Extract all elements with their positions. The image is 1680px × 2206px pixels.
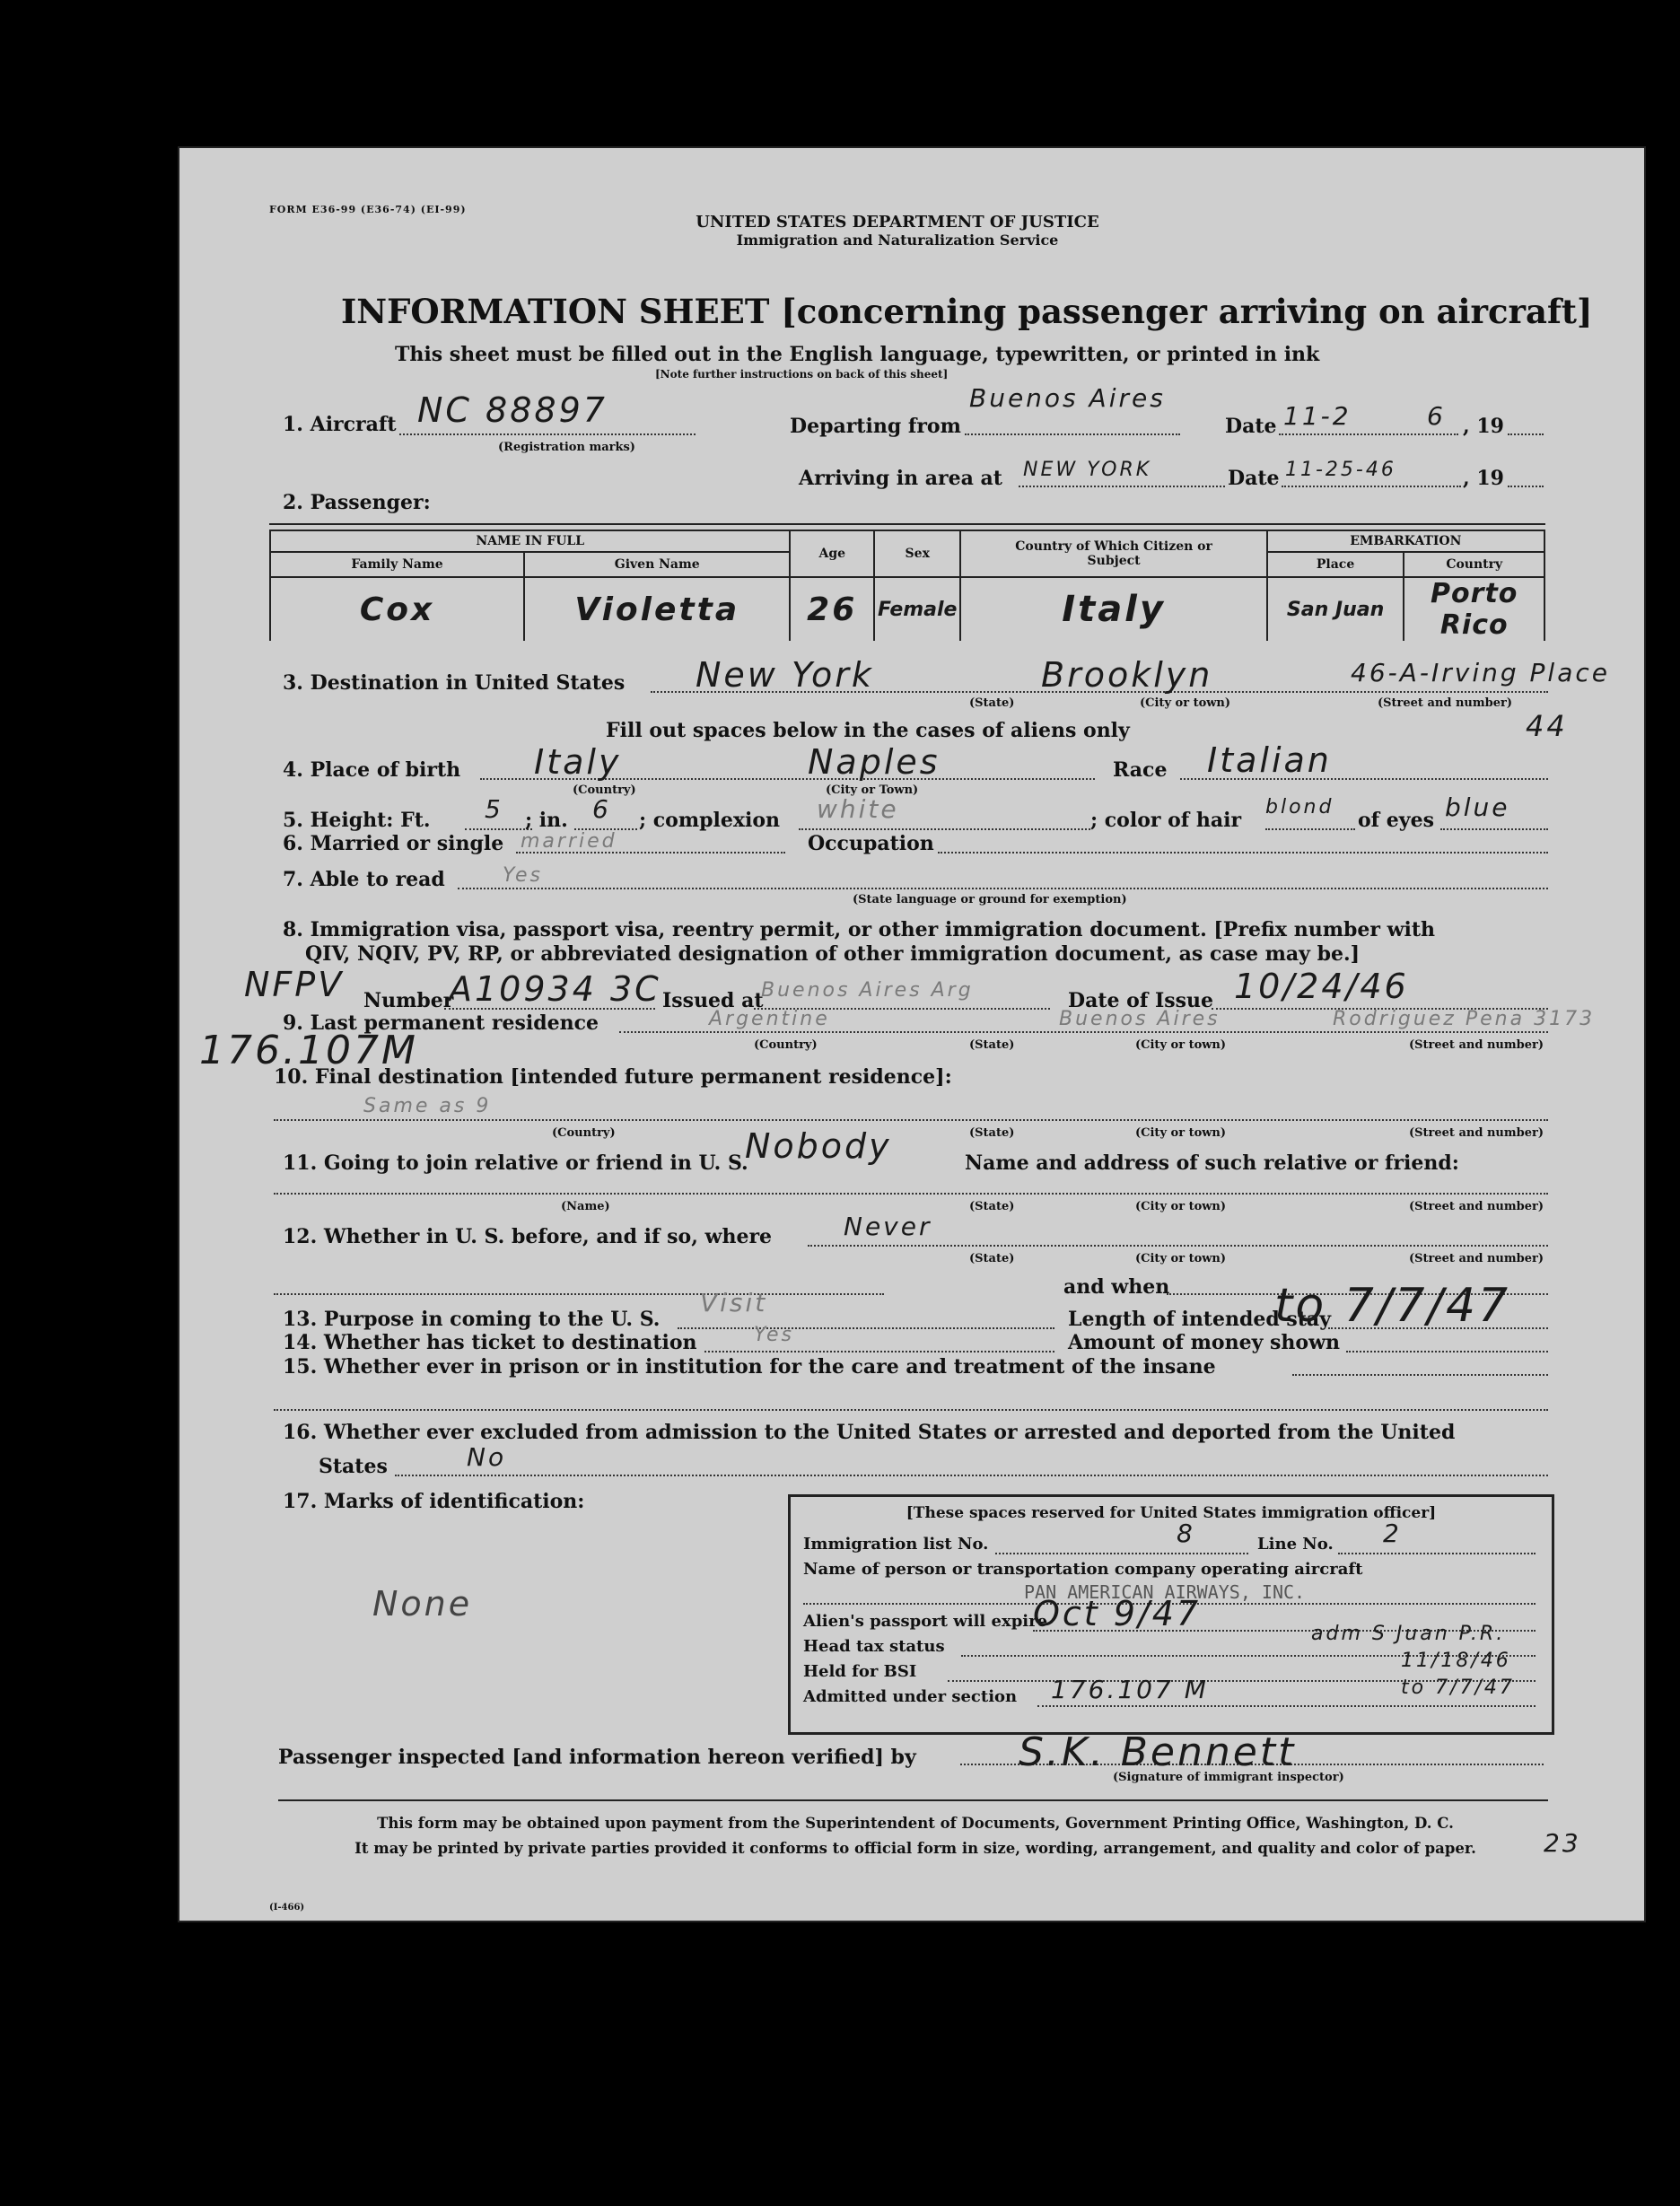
height-in-value: 6 xyxy=(592,794,611,824)
footer-line-2: It may be printed by private parties provided it conforms to official form in size, wording, arrangement, and quality and color of paper. xyxy=(354,1840,1476,1857)
visa-prefix: NFPV xyxy=(244,965,345,1004)
stay-label: Length of intended stay xyxy=(1068,1308,1331,1331)
section-date: to 7/7/47 xyxy=(1401,1676,1515,1699)
residence-caption-street: (Street and number) xyxy=(1409,1038,1544,1052)
headtax-label: Head tax status xyxy=(803,1637,945,1656)
registration-caption: (Registration marks) xyxy=(498,441,635,454)
departing-date-line xyxy=(1279,433,1458,435)
departing-date-value: 11-2 xyxy=(1283,401,1352,431)
prison-label: 15. Whether ever in prison or in institution for the care and treatment of the insane xyxy=(283,1355,1216,1379)
residence-street: Rodriguez Pena 3173 xyxy=(1333,1008,1596,1030)
destination-label: 3. Destination in United States xyxy=(283,671,626,695)
signature-value: S.K. Bennett xyxy=(1019,1729,1297,1775)
passport-value: Oct 9/47 xyxy=(1033,1594,1202,1633)
margin-number: 44 xyxy=(1526,709,1568,743)
purpose-label: 13. Purpose in coming to the U. S. xyxy=(283,1308,661,1331)
number-value: A10934 3C xyxy=(449,969,661,1009)
place-header: Place xyxy=(1267,552,1404,577)
issue-date-value: 10/24/46 xyxy=(1234,967,1409,1006)
join-caption-name: (Name) xyxy=(561,1200,610,1213)
race-value: Italian xyxy=(1207,740,1332,780)
join-value: Nobody xyxy=(745,1126,892,1166)
occupation-label: Occupation xyxy=(808,832,934,855)
given-name-header: Given Name xyxy=(524,552,790,577)
before-value: Never xyxy=(844,1212,932,1241)
residence-line xyxy=(619,1031,1548,1033)
margin-code: 176.107M xyxy=(199,1028,418,1073)
departing-year-label: , 19 xyxy=(1463,415,1504,438)
eyes-value: blue xyxy=(1445,792,1510,822)
read-line xyxy=(458,888,1548,889)
final-caption-state: (State) xyxy=(969,1126,1015,1140)
money-line xyxy=(1346,1351,1548,1352)
officer-box-heading: [These spaces reserved for United States immigration officer] xyxy=(906,1504,1437,1522)
excluded-label-1: 16. Whether ever excluded from admission to the United States or arrested and deported from the United xyxy=(283,1421,1456,1444)
embarkation-country-header: Country xyxy=(1404,552,1544,577)
eyes-line xyxy=(1440,828,1548,830)
form-sheet xyxy=(179,148,1644,1921)
eyes-label: of eyes xyxy=(1358,809,1434,832)
birth-country: Italy xyxy=(534,742,622,782)
caption-country: (Country) xyxy=(573,783,636,797)
passport-label: Alien's passport will expire xyxy=(803,1612,1048,1631)
hair-label: ; color of hair xyxy=(1090,809,1242,832)
residence-city: Buenos Aires xyxy=(1059,1008,1221,1030)
list-label: Immigration list No. xyxy=(803,1535,989,1554)
bsi-value: 11/18/46 xyxy=(1401,1650,1511,1672)
residence-country: Argentine xyxy=(709,1008,830,1030)
arriving-value: NEW YORK xyxy=(1023,459,1152,481)
form-code: (I-466) xyxy=(269,1903,305,1913)
age-header: Age xyxy=(790,530,874,577)
arriving-date-line xyxy=(1282,486,1461,487)
marks-value: None xyxy=(372,1584,473,1624)
residence-caption-city: (City or town) xyxy=(1135,1038,1227,1052)
instructions: This sheet must be filled out in the English language, typewritten, or printed in ink xyxy=(395,343,1320,366)
married-value: married xyxy=(521,830,617,853)
height-label: 5. Height: Ft. xyxy=(283,809,431,832)
visa-label-2: QIV, NQIV, PV, RP, or abbreviated designation of other immigration document, as case may be.] xyxy=(305,942,1361,966)
final-destination-value: Same as 9 xyxy=(363,1095,492,1117)
issue-date-label: Date of Issue xyxy=(1068,989,1214,1012)
department-heading xyxy=(664,213,1131,249)
line-value: 2 xyxy=(1383,1519,1402,1548)
join-caption-state: (State) xyxy=(969,1200,1015,1213)
excluded-line xyxy=(395,1475,1548,1476)
final-caption-city: (City or town) xyxy=(1135,1126,1227,1140)
section-line xyxy=(1037,1705,1536,1707)
line-no-line xyxy=(1338,1553,1536,1554)
read-label: 7. Able to read xyxy=(283,868,445,891)
ticket-line xyxy=(704,1351,1054,1352)
before-label: 12. Whether in U. S. before, and if so, where xyxy=(283,1225,773,1248)
citizen-value: Italy xyxy=(960,577,1266,641)
purpose-value: Visit xyxy=(700,1288,768,1317)
destination-street: 46-A-Irving Place xyxy=(1351,658,1610,687)
and-when-label: and when xyxy=(1063,1275,1170,1299)
destination-city: Brooklyn xyxy=(1041,655,1213,695)
read-caption: (State language or ground for exemption) xyxy=(853,893,1127,906)
stay-value: to 7/7/47 xyxy=(1274,1279,1511,1333)
passenger-label: 2. Passenger: xyxy=(283,491,431,514)
height-ft-value: 5 xyxy=(485,794,503,824)
arriving-date-label: Date xyxy=(1228,467,1280,490)
departing-value: Buenos Aires xyxy=(969,383,1166,413)
race-label: Race xyxy=(1113,758,1168,782)
officer-box xyxy=(788,1494,1554,1735)
excluded-label-2: States xyxy=(319,1455,388,1478)
list-line xyxy=(995,1553,1248,1554)
department-name: UNITED STATES DEPARTMENT OF JUSTICE xyxy=(696,213,1099,232)
before-where-line xyxy=(274,1293,884,1295)
arriving-line xyxy=(1019,486,1225,487)
number-label: Number xyxy=(363,989,454,1012)
birth-city: Naples xyxy=(808,742,941,782)
residence-label: 9. Last permanent residence xyxy=(283,1011,599,1035)
caption-state: (State) xyxy=(969,696,1015,710)
company-value: PAN AMERICAN AIRWAYS, INC. xyxy=(1024,1581,1306,1603)
join-caption-city: (City or town) xyxy=(1135,1200,1227,1213)
issued-label: Issued at xyxy=(662,989,764,1012)
aircraft-value: NC 88897 xyxy=(417,390,608,430)
visa-label-1: 8. Immigration visa, passport visa, reentry permit, or other immigration document. [Prefix number with xyxy=(283,918,1436,941)
before-line xyxy=(808,1245,1548,1247)
before-caption-street: (Street and number) xyxy=(1409,1252,1544,1265)
final-destination-label: 10. Final destination [intended future permanent residence]: xyxy=(274,1065,952,1089)
company-label: Name of person or transportation company operating aircraft xyxy=(803,1560,1363,1579)
complexion-line xyxy=(799,828,1090,830)
sex-value: Female xyxy=(874,577,960,641)
join-line xyxy=(274,1193,1548,1195)
footer-rule xyxy=(278,1799,1548,1801)
arriving-date-value: 11-25-46 xyxy=(1285,459,1396,481)
before-caption-city: (City or town) xyxy=(1135,1252,1227,1265)
embarkation-country-value: Porto Rico xyxy=(1404,577,1544,641)
height-in-label: ; in. xyxy=(525,809,568,832)
hair-value: blond xyxy=(1265,796,1334,818)
given-name-value: Violetta xyxy=(524,577,790,641)
list-value: 8 xyxy=(1177,1519,1195,1548)
sex-header: Sex xyxy=(874,530,960,577)
departing-line xyxy=(965,433,1180,435)
footer-line-1: This form may be obtained upon payment from the Superintendent of Documents, Government Printing Office, Washington, D. C. xyxy=(377,1815,1454,1832)
issued-value: Buenos Aires Arg xyxy=(761,979,974,1002)
departing-year-line xyxy=(1508,433,1544,435)
instructions-note: [Note further instructions on back of this sheet] xyxy=(655,368,949,381)
purpose-line xyxy=(678,1327,1054,1329)
age-value: 26 xyxy=(790,577,874,641)
signature-caption: (Signature of immigrant inspector) xyxy=(1113,1771,1344,1784)
excluded-value: No xyxy=(467,1442,507,1472)
page-title: INFORMATION SHEET [concerning passenger arriving on aircraft] xyxy=(341,292,1593,331)
destination-state: New York xyxy=(696,655,874,695)
arriving-year-line xyxy=(1508,486,1544,487)
prison-extra-line xyxy=(274,1409,1548,1411)
inspected-label: Passenger inspected [and information hereon verified] by xyxy=(278,1746,916,1769)
table-top-rule xyxy=(269,523,1545,525)
final-destination-line xyxy=(274,1119,1548,1121)
before-caption-state: (State) xyxy=(969,1252,1015,1265)
join-caption-street: (Street and number) xyxy=(1409,1200,1544,1213)
line-label: Line No. xyxy=(1257,1535,1334,1554)
footer-text xyxy=(269,1811,1562,1861)
passenger-table xyxy=(269,530,1545,641)
caption-city-town: (City or Town) xyxy=(826,783,919,797)
aircraft-label: 1. Aircraft xyxy=(283,413,397,436)
name-in-full-header: NAME IN FULL xyxy=(270,530,790,552)
family-name-value: Cox xyxy=(270,577,524,641)
complexion-label: ; complexion xyxy=(639,809,781,832)
prison-line xyxy=(1292,1374,1548,1376)
join-label: 11. Going to join relative or friend in U. S. xyxy=(283,1151,748,1175)
section-value: 176.107 M xyxy=(1051,1675,1209,1704)
departing-year-value: 6 xyxy=(1427,401,1446,431)
residence-caption-state: (State) xyxy=(969,1038,1015,1052)
arriving-year-label: , 19 xyxy=(1463,467,1504,490)
embarkation-header: EMBARKATION xyxy=(1267,530,1544,552)
join-name-label: Name and address of such relative or friend: xyxy=(965,1151,1459,1175)
final-caption-street: (Street and number) xyxy=(1409,1126,1544,1140)
ticket-value: Yes xyxy=(754,1324,795,1346)
headtax-note: adm S Juan P.R. xyxy=(1311,1623,1506,1645)
caption-street: (Street and number) xyxy=(1378,696,1512,710)
ticket-label: 14. Whether has ticket to destination xyxy=(283,1331,697,1354)
citizen-header: Country of Which Citizen or Subject xyxy=(960,530,1266,577)
section-label: Admitted under section xyxy=(803,1687,1018,1706)
service-name: Immigration and Naturalization Service xyxy=(736,232,1059,249)
aliens-heading: Fill out spaces below in the cases of aliens only xyxy=(606,719,1130,742)
family-name-header: Family Name xyxy=(270,552,524,577)
complexion-value: white xyxy=(817,794,899,824)
caption-city: (City or town) xyxy=(1140,696,1231,710)
departing-label: Departing from xyxy=(790,415,961,438)
aircraft-line xyxy=(399,433,696,435)
married-label: 6. Married or single xyxy=(283,832,504,855)
hair-line xyxy=(1265,828,1355,830)
marks-label: 17. Marks of identification: xyxy=(283,1490,585,1513)
final-caption-country: (Country) xyxy=(552,1126,616,1140)
arriving-label: Arriving in area at xyxy=(799,467,1002,490)
birth-label: 4. Place of birth xyxy=(283,758,461,782)
bsi-label: Held for BSI xyxy=(803,1662,917,1681)
page-number: 23 xyxy=(1544,1828,1581,1858)
departing-date-label: Date xyxy=(1225,415,1277,438)
occupation-line xyxy=(938,852,1548,854)
read-value: Yes xyxy=(503,864,544,887)
residence-caption-country: (Country) xyxy=(754,1038,818,1052)
place-value: San Juan xyxy=(1267,577,1404,641)
money-label: Amount of money shown xyxy=(1068,1331,1341,1354)
form-number: FORM E36-99 (E36-74) (EI-99) xyxy=(269,204,467,215)
